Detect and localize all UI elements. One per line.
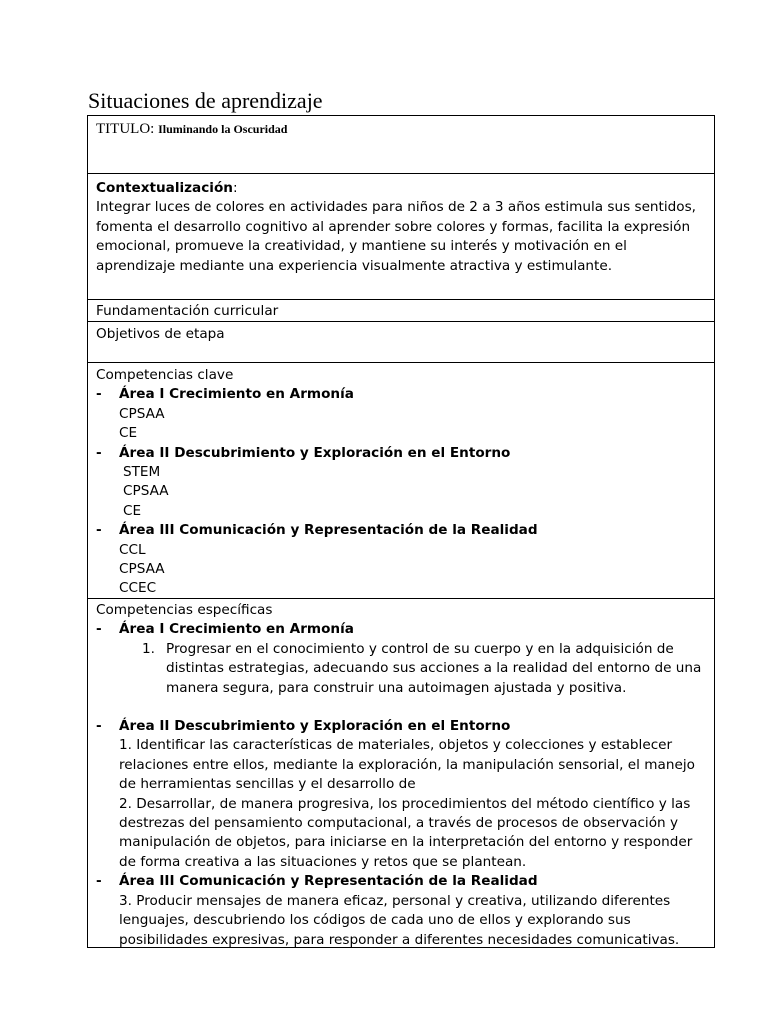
bullet-dash: - <box>96 386 102 403</box>
item-text: Progresar en el conocimiento y control de su cuerpo y en la adquisición de distintas estrategias, adecuando sus acciones a la realidad del entorno de una manera segura, para construir una autoimagen ajustada y positiva. <box>166 640 702 696</box>
specific-competences-heading: Competencias específicas <box>96 602 273 618</box>
key-competence-item: CPSAA <box>119 405 165 422</box>
specific-competence-paragraph: 3. Producir mensajes de manera eficaz, personal y creativa, utilizando diferentes lenguajes, descubriendo los códigos de cada uno de ellos y explorando sus posibilidades expresivas, para responder a diferentes necesidades comunicativas. <box>119 892 680 948</box>
item-number: 1. <box>142 640 155 657</box>
key-competence-item: CPSAA <box>119 561 165 578</box>
key-area-3-title: Área III Comunicación y Representación de la Realidad <box>119 522 538 539</box>
contextualization-label: Contextualización <box>96 180 233 196</box>
specific-competence-item <box>96 640 706 698</box>
key-competence-item: CPSAA <box>123 483 169 500</box>
specific-competence-paragraph: 2. Desarrollar, de manera progresiva, los procedimientos del método científico y las destrezas del pensamiento computacional, a través de procesos de observación y manipulación de objetos, para iniciarse en la interpretación del entorno y responder de forma creativa a las situaciones y retos que se plantean. <box>119 795 693 870</box>
specific-competence-paragraph: 1. Identificar las características de materiales, objetos y colecciones y establecer relaciones entre ellos, mediante la exploración, la manipulación sensorial, el manejo de herramientas sencillas y el desarrollo de <box>119 737 695 793</box>
key-area-1-heading <box>96 385 706 404</box>
spacer <box>96 698 706 717</box>
bullet-dash: - <box>96 873 102 890</box>
key-competence-item: STEM <box>123 464 161 481</box>
curricular-foundation-label: Fundamentación curricular <box>96 303 279 319</box>
key-area-3-heading <box>96 521 706 540</box>
key-area-2-title: Área II Descubrimiento y Exploración en el Entorno <box>119 444 511 461</box>
key-competences-row <box>88 362 714 598</box>
specific-competences-row <box>88 598 714 947</box>
title-row <box>88 116 714 173</box>
bullet-dash: - <box>96 522 102 539</box>
learning-situation-table <box>87 115 715 948</box>
key-competence-item: CE <box>123 502 142 519</box>
key-competences-heading: Competencias clave <box>96 367 234 383</box>
bullet-dash: - <box>96 621 102 638</box>
key-competence-item: CCL <box>119 541 146 558</box>
bullet-dash: - <box>96 444 102 461</box>
key-competence-item: CE <box>119 425 138 442</box>
specific-area-3-heading <box>96 872 706 891</box>
specific-area-2-title: Área II Descubrimiento y Exploración en el Entorno <box>119 718 511 735</box>
stage-objectives-row <box>88 321 714 362</box>
contextualization-colon: : <box>232 180 238 196</box>
title-value: Iluminando la Oscuridad <box>158 122 288 136</box>
specific-area-1-title: Área I Crecimiento en Armonía <box>119 621 354 638</box>
contextualization-row <box>88 173 714 299</box>
stage-objectives-label: Objetivos de etapa <box>96 326 225 342</box>
key-area-1-title: Área I Crecimiento en Armonía <box>119 386 354 403</box>
specific-area-3-title: Área III Comunicación y Representación de la Realidad <box>119 873 538 890</box>
document-title: Situaciones de aprendizaje <box>88 88 323 113</box>
curricular-foundation-row <box>88 299 714 321</box>
bullet-dash: - <box>96 718 102 735</box>
title-label: TITULO: <box>96 121 159 137</box>
key-competence-item: CCEC <box>119 580 157 597</box>
specific-area-1-heading <box>96 620 706 639</box>
contextualization-text: Integrar luces de colores en actividades para niños de 2 a 3 años estimula sus sentidos, fomenta el desarrollo cognitivo al aprender sobre colores y formas, facilita la expresión emocional, promueve la creatividad, y mantiene su interés y motivación en el aprendizaje mediante una experiencia visualmente atractiva y estimulante. <box>96 199 697 274</box>
key-area-2-heading <box>96 444 706 463</box>
specific-area-2-heading <box>96 717 706 736</box>
